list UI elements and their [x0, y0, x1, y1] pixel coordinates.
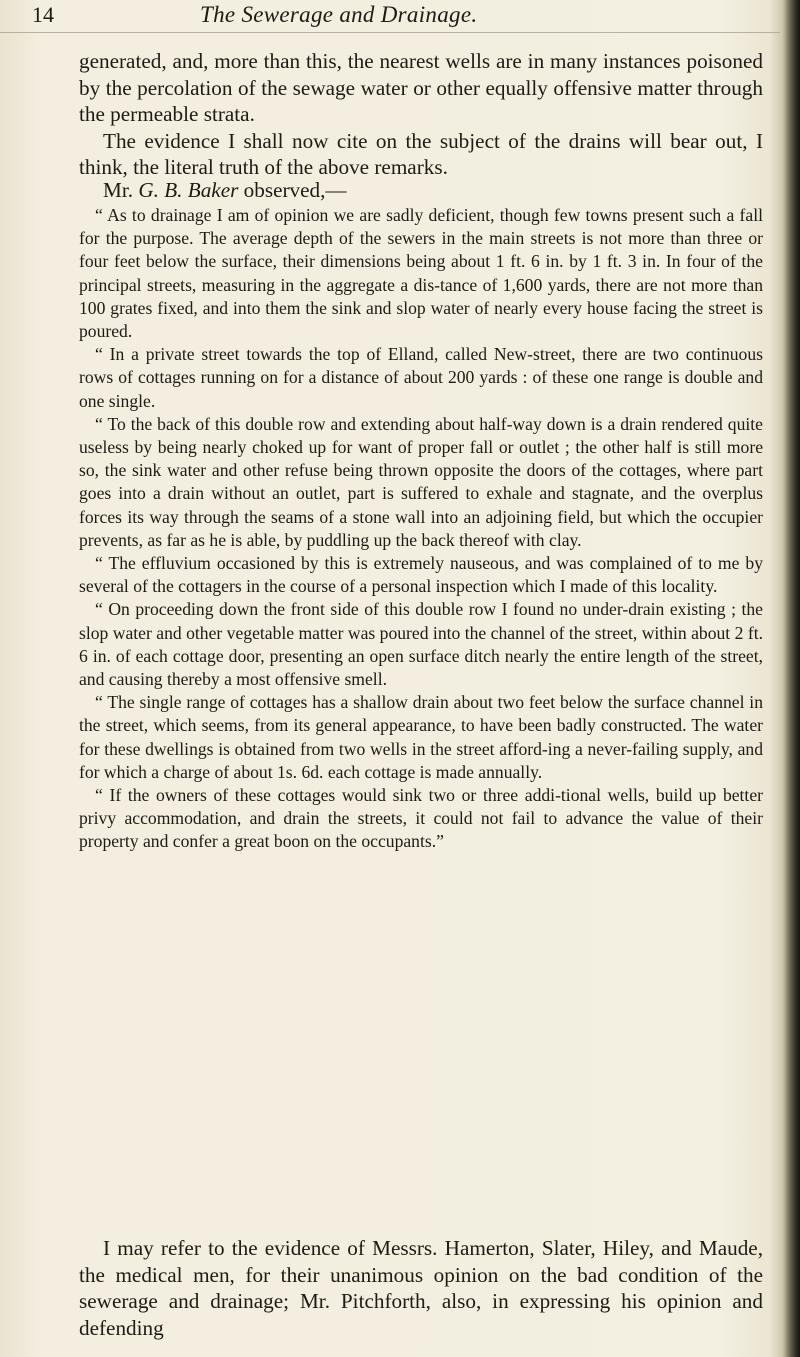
baker-name: G. B. Baker — [138, 178, 239, 202]
baker-line — [79, 177, 763, 204]
quote-paragraph-7: “ If the owners of these cottages would sink two or three addi-tional wells, build up better privy accommodation, and drain the streets, it could not fail to advance the value of their property and confer a great boon on the occupants.” — [79, 785, 763, 852]
closing-paragraph: I may refer to the evidence of Messrs. Hamerton, Slater, Hiley, and Maude, the medical men, for their unanimous opinion on the bad condition of the sewerage and drainage; Mr. Pitchforth, also, in expressing his opinion and defending — [79, 1236, 763, 1340]
intro-paragraph-2: The evidence I shall now cite on the subject of the drains will bear out, I think, the literal truth of the above remarks. — [79, 128, 763, 179]
intro-section — [79, 48, 763, 181]
quote-paragraph-1: “ As to drainage I am of opinion we are sadly deficient, though few towns present such a fall for the purpose. The average depth of the sewers in the main streets is not more than three or four feet below the surface, their dimensions being about 1 ft. 6 in. by 1 ft. 3 in. In four of the principal streets, measuring in the aggregate a dis-tance of 1,600 yards, there are not more than 100 grates fixed, and into them the sink and slop water of nearly every house facing the street is poured. — [79, 205, 763, 342]
quote-paragraph-2: “ In a private street towards the top of Elland, called New-street, there are two continuous rows of cottages running on for a distance of about 200 yards : of these one range is double and one single. — [79, 344, 763, 411]
quote-paragraph-5: “ On proceeding down the front side of this double row I found no under-drain existing ; the slop water and other vegetable matter was poured into the channel of the street, within about 2 ft. 6 in. of each cottage door, presenting an open surface ditch nearly the entire length of the street, and causing thereby a most offensive smell. — [79, 599, 763, 690]
page-header — [0, 2, 800, 30]
running-title: The Sewerage and Drainage. — [200, 2, 478, 27]
intro-paragraph-1: generated, and, more than this, the nearest wells are in many instances poisoned by the percolation of the sewage water or other equally offensive matter through the permeable strata. — [79, 49, 763, 126]
baker-attribution — [79, 177, 763, 204]
quote-paragraph-3: “ To the back of this double row and extending about half-way down is a drain rendered quite useless by being nearly choked up for want of proper fall or outlet ; the other half is still more so, the sink water and other refuse being thrown opposite the doors of the cottages, where part goes into a drain without an outlet, part is suffered to exhale and stagnate, and the overplus forces its way through the seams of a stone wall into an adjoining field, but which the occupier prevents, as far as he is able, by puddling up the back thereof with clay. — [79, 413, 763, 550]
quote-paragraph-4: “ The effluvium occasioned by this is extremely nauseous, and was complained of to me by several of the cottagers in the course of a personal inspection which I made of this locality. — [79, 553, 763, 597]
baker-prefix: Mr. — [103, 178, 139, 202]
page-edge-shadow — [782, 0, 800, 1357]
closing-section — [79, 1235, 763, 1341]
header-rule — [0, 32, 780, 33]
quoted-evidence — [79, 204, 763, 854]
page-number: 14 — [32, 2, 54, 27]
baker-suffix: observed,— — [238, 178, 347, 202]
quote-paragraph-6: “ The single range of cottages has a shallow drain about two feet below the surface channel in the street, which seems, from its general appearance, to have been badly constructed. The water for these dwellings is obtained from two wells in the street afford-ing a never-failing supply, and for which a charge of about 1s. 6d. each cottage is made annually. — [79, 692, 763, 782]
